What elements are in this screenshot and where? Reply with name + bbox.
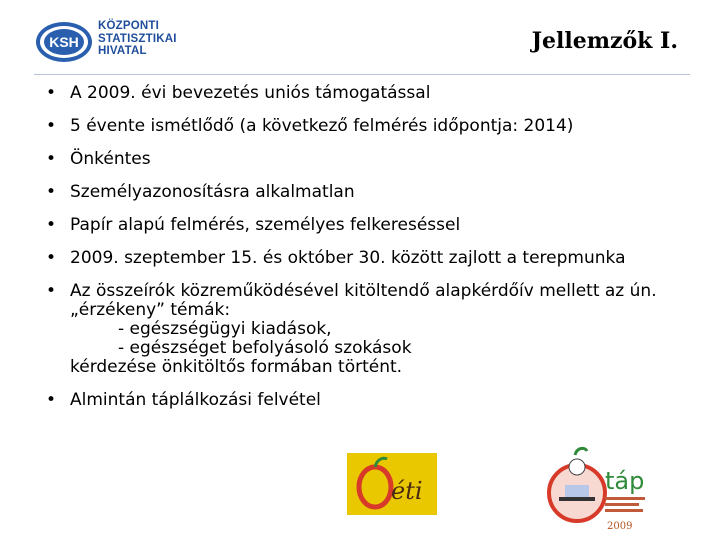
bullet-item xyxy=(46,84,686,103)
bullet-text-continued: kérdezése önkitöltős formában történt. xyxy=(70,357,403,377)
ksh-name-line2: STATISZTIKAI xyxy=(98,32,177,45)
bullet-item xyxy=(46,150,686,169)
oeti-text: éti xyxy=(391,477,423,505)
bullet-text: Önkéntes xyxy=(70,149,151,169)
ksh-name-line3: HIVATAL xyxy=(98,45,147,57)
bullet-item xyxy=(46,216,686,235)
otap-text: táp xyxy=(605,467,645,495)
bullet-item xyxy=(46,183,686,202)
otap-year: 2009 xyxy=(607,521,633,532)
bullet-item xyxy=(46,282,686,377)
ksh-emblem-icon xyxy=(34,18,96,64)
oeti-apple-icon xyxy=(347,453,437,515)
slide-title: Jellemzők I. xyxy=(531,28,678,54)
bullet-list xyxy=(46,84,686,424)
bullet-dot: • xyxy=(46,182,57,202)
bullet-text: A 2009. évi bevezetés uniós támogatással xyxy=(70,83,431,103)
bullet-item xyxy=(46,249,686,268)
bullet-dot: • xyxy=(46,215,57,235)
bullet-text: Az összeírók közreműködésével kitöltendő alapkérdőív mellett az ún. „érzékeny” témák: xyxy=(70,281,657,320)
sub-item: - egészségügyi kiadások, xyxy=(118,319,332,339)
otap-logo xyxy=(545,445,663,537)
bullet-text: 5 évente ismétlődő (a következő felmérés időpontja: 2014) xyxy=(70,116,574,136)
ksh-name xyxy=(98,20,177,58)
bullet-dot: • xyxy=(46,390,57,410)
ksh-abbr: KSH xyxy=(49,34,79,50)
bullet-dot: • xyxy=(46,83,57,103)
sub-item: - egészséget befolyásoló szokások xyxy=(118,338,412,358)
partner-logos xyxy=(340,445,680,535)
bullet-item xyxy=(46,391,686,410)
otap-apple-icon xyxy=(545,445,663,537)
bullet-dot: • xyxy=(46,149,57,169)
slide-header xyxy=(0,0,720,78)
bullet-item xyxy=(46,117,686,136)
bullet-text: Személyazonosításra alkalmatlan xyxy=(70,182,355,202)
bullet-text: Almintán táplálkozási felvétel xyxy=(70,390,321,410)
oeti-logo xyxy=(347,453,437,515)
bullet-dot: • xyxy=(46,281,57,301)
bullet-text: 2009. szeptember 15. és október 30. között zajlott a terepmunka xyxy=(70,248,626,268)
bullet-text: Papír alapú felmérés, személyes felkereséssel xyxy=(70,215,461,235)
ksh-name-line1: KÖZPONTI xyxy=(98,20,160,32)
header-divider xyxy=(34,74,690,75)
bullet-dot: • xyxy=(46,248,57,268)
bullet-dot: • xyxy=(46,116,57,136)
